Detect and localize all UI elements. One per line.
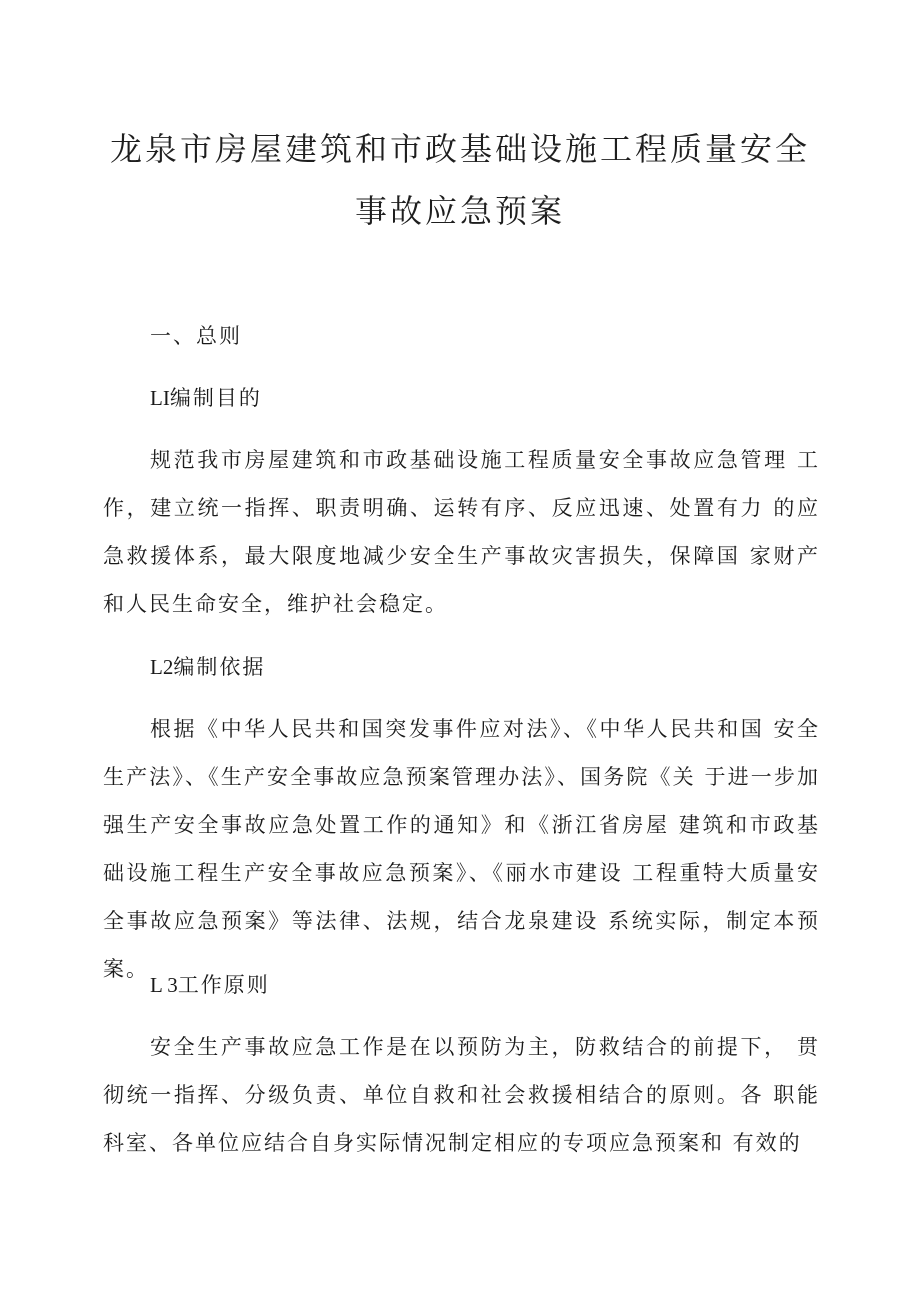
document-title-line-2: 事故应急预案: [354, 192, 565, 230]
subsection-number: LI: [150, 386, 170, 410]
paragraph-purpose: 规范我市房屋建筑和市政基础设施工程质量安全事故应急管理 工作，建立统一指挥、职责明确、运转有序、反应迅速、处置有力 的应急救援体系，最大限度地减少安全生产事故灾害损失，保障国 家财产和人民生命安全，维护社会稳定。: [103, 448, 820, 616]
subsection-label: 编制目的: [169, 386, 262, 410]
section-heading-general: 一、总则: [150, 324, 242, 348]
paragraph-principles: 安全生产事故应急工作是在以预防为主，防救结合的前提下， 贯彻统一指挥、分级负责、单位自救和社会救援相结合的原则。各 职能科室、各单位应结合自身实际情况制定相应的专项应急预案和 有效的: [103, 1035, 820, 1155]
subsection-heading-purpose: [150, 382, 262, 412]
subsection-number: L 3: [150, 973, 178, 997]
subsection-heading-basis: [150, 651, 265, 681]
subsection-label: 编制依据: [173, 655, 266, 679]
subsection-number: L2: [150, 655, 174, 679]
paragraph-basis: 根据《中华人民共和国突发事件应对法》、《中华人民共和国 安全生产法》、《生产安全事故应急预案管理办法》、国务院《关 于进一步加强生产安全事故应急处置工作的通知》和《浙江省房屋 建筑和市政基础设施工程生产安全事故应急预案》、《丽水市建设 工程重特大质量安全事故应急预案》等法律、法规，结合龙泉建设 系统实际，制定本预案。: [103, 717, 820, 981]
document-title-line-1: 龙泉市房屋建筑和市政基础设施工程质量安全: [109, 130, 810, 168]
subsection-label: 工作原则: [177, 973, 270, 997]
subsection-heading-principles: [150, 969, 270, 999]
